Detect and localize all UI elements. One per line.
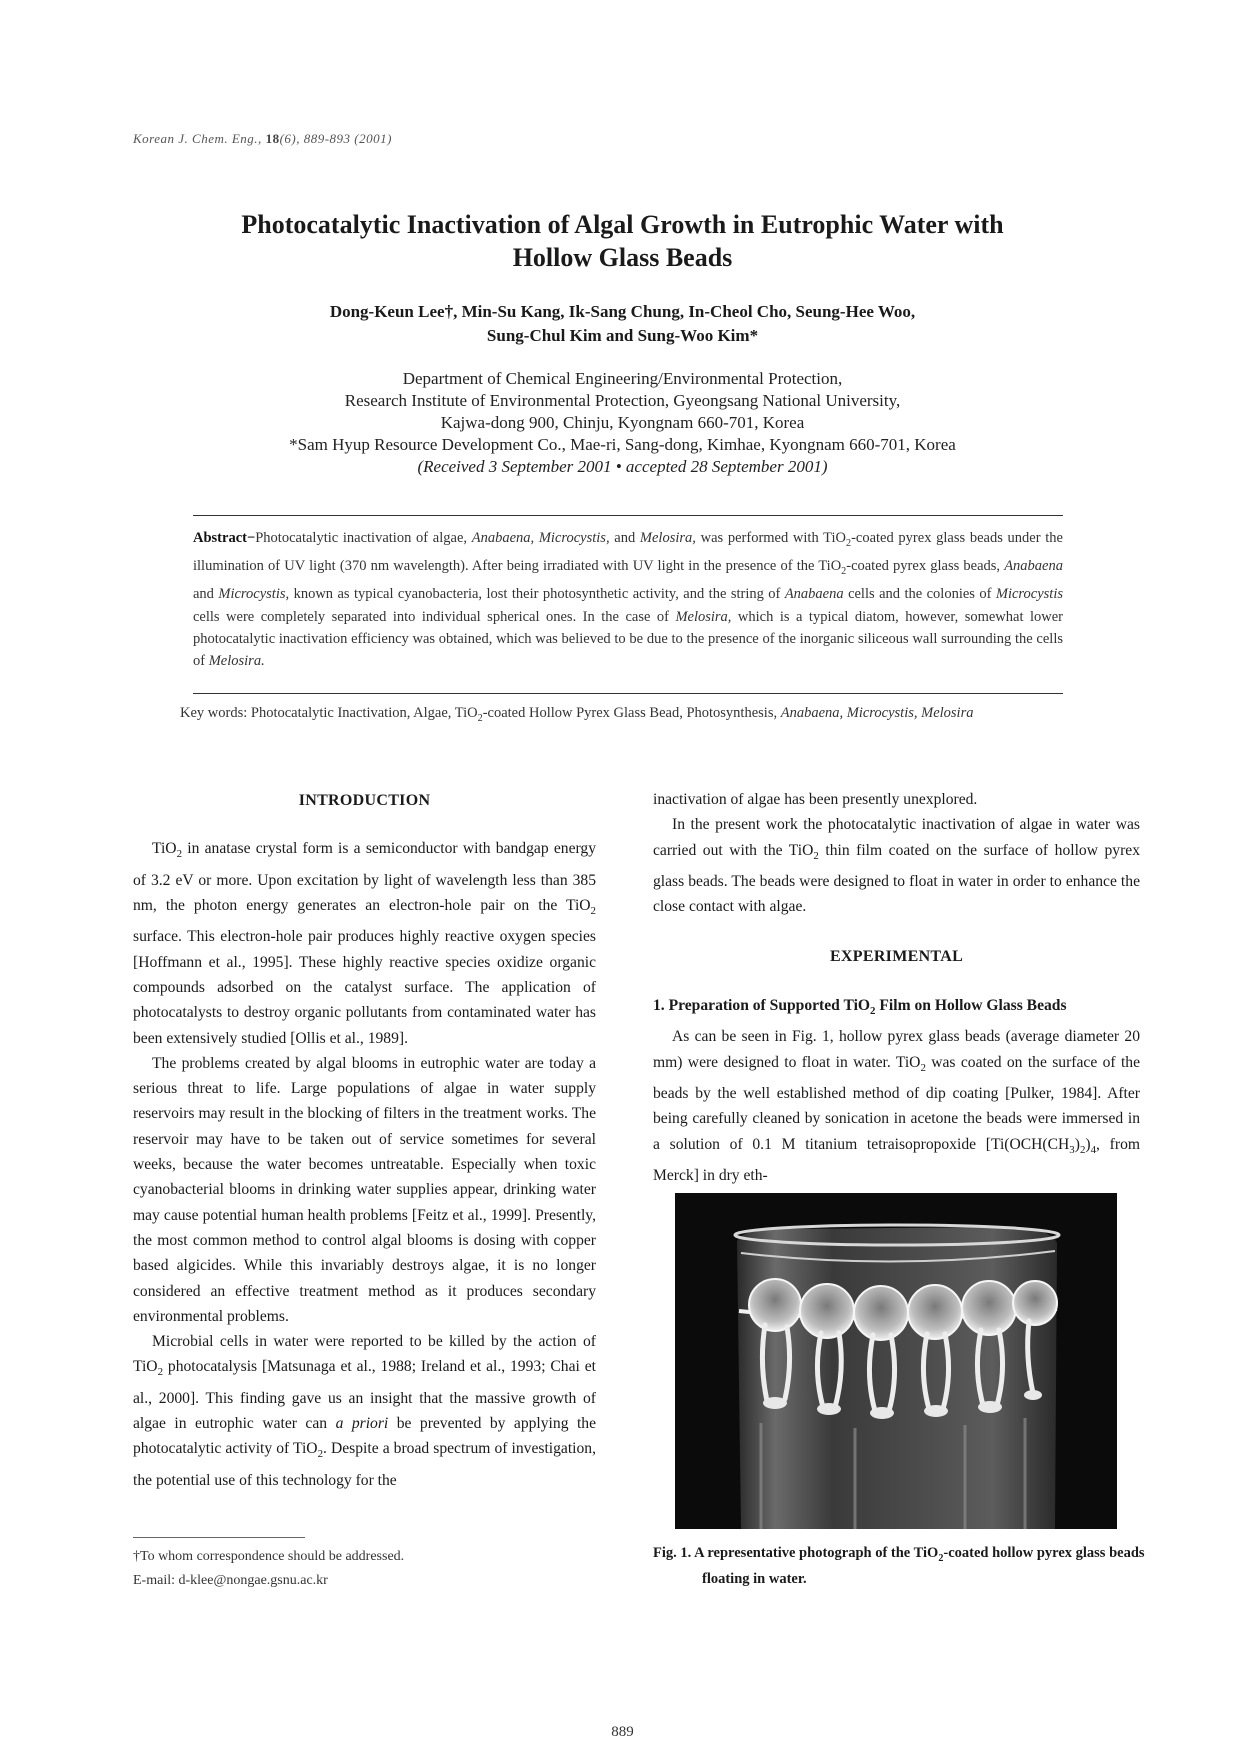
keywords-italic: Anabaena, Microcystis, Melosira xyxy=(780,705,974,721)
subscript: 2 xyxy=(841,566,847,578)
abstract-top-rule xyxy=(193,515,1063,516)
abstract-dash: − xyxy=(246,530,256,546)
subsection-heading: 1. Preparation of Supported TiO$_2$ Film on Hollow Glass Beads xyxy=(653,996,1067,1017)
journal-citation xyxy=(133,131,392,147)
abstract-text: known as typical cyanobacteria, lost their photosynthetic activity, and the string of xyxy=(289,586,785,603)
affiliation-line-3: Kajwa-dong 900, Chinju, Kyongnam 660-701, Korea xyxy=(440,413,805,432)
journal-volume: 18 xyxy=(265,131,280,146)
abstract-italic: Melosira, xyxy=(639,530,696,546)
abstract-italic: Microcystis xyxy=(995,586,1064,603)
subscript: 2 xyxy=(477,712,483,724)
abstract-text: cells were completely separated into individual spherical ones. In the case of xyxy=(193,608,676,625)
abstract-text: which is a typical diatom, however, somewhat lower photocatalytic inactivation efficiency was obtained, which was believed to be due to the presence of the inorganic siliceous wall surrounding the cells of xyxy=(193,608,1063,670)
abstract-bottom-rule xyxy=(193,693,1063,694)
paper-title xyxy=(150,208,1095,274)
abstract-italic: Microcystis, xyxy=(218,586,290,603)
page-number: 889 xyxy=(611,1724,634,1740)
figure-1-photograph xyxy=(675,1193,1117,1529)
experimental-paragraph-1: As can be seen in Fig. 1, hollow pyrex glass beads (average diameter 20 mm) were designed to float in water. TiO$_2$ was coated on the surface of the beads by the well established method of dip coating [Pulker, 1984]. After being carefully cleaned by sonication in acetone the beads were immersed in a solution of 0.1 M titanium tetraisopropoxide [$Ti(OCH(CH_3)_2)_4$, from Merck] in dry eth- xyxy=(653,1028,1140,1184)
keywords-text: -coated Hollow Pyrex Glass Bead, Photosynthesis, xyxy=(482,705,781,721)
figure-1-caption: Fig. 1. A representative photograph of the TiO$_2$-coated hollow pyrex glass beads floating in water. xyxy=(653,1545,1145,1587)
received-dates: (Received 3 September 2001 • accepted 28 September 2001) xyxy=(417,457,828,476)
journal-issue: (6), 889-893 (2001) xyxy=(279,131,392,146)
affiliation-line-2: Research Institute of Environmental Protection, Gyeongsang National University, xyxy=(344,391,901,410)
intro-paragraph-2: The problems created by algal blooms in eutrophic water are today a serious threat to life. Large populations of algae in water supply reservoirs may result in the blocking of filters in the treatment works. The reservoir may have to be taken out of service sometimes for several weeks, because the water becomes untreatable. Especially when toxic cyanobacterial blooms in drinking water supplies appear, drinking water may cause potential human health problems [Feitz et al., 1999]. Presently, the most common method to control algal blooms is dosing with copper based algicides. While this invariably destroys algae, it is no longer considered an effective treatment method as it produces secondary environmental problems. xyxy=(133,1054,596,1325)
affiliation-line-4: *Sam Hyup Resource Development Co., Mae-ri, Sang-dong, Kimhae, Kyongnam 660-701, Korea xyxy=(289,435,956,454)
intro-paragraph-3: Microbial cells in water were reported to be killed by the action of TiO$_2$ photocatalysis [Matsunaga et al., 1988; Ireland et al., 1993; Chai et al., 2000]. This finding gave us an insight that the massive growth of algae in eutrophic water can a priori be prevented by applying the photocatalytic activity of TiO$_2$. Despite a broad spectrum of investigation, the potential use of this technology for the xyxy=(133,1333,597,1489)
footnote-rule xyxy=(133,1537,305,1538)
affiliation-line-1: Department of Chemical Engineering/Environmental Protection, xyxy=(402,369,843,388)
experimental-heading: EXPERIMENTAL xyxy=(829,947,964,965)
abstract-text: and xyxy=(609,530,640,546)
authors-line-1: Dong-Keun Lee†, Min-Su Kang, Ik-Sang Chung, In-Cheol Cho, Seung-Hee Woo, xyxy=(329,302,916,321)
right-column xyxy=(653,787,1140,1188)
correspondence-note: †To whom correspondence should be addressed. xyxy=(133,1549,405,1564)
journal-name: Korean J. Chem. Eng., xyxy=(133,131,262,146)
abstract-label: Abstract xyxy=(193,530,247,546)
introduction-heading: INTRODUCTION xyxy=(298,792,431,809)
abstract-italic: Anabaena xyxy=(784,586,844,603)
affiliations xyxy=(150,368,1095,478)
authors-line-2: Sung-Chul Kim and Sung-Woo Kim* xyxy=(486,326,759,345)
abstract xyxy=(193,527,1063,673)
abstract-italic: Melosira, xyxy=(675,608,732,625)
title-line-2: Hollow Glass Beads xyxy=(512,243,733,272)
glass-beads-illustration xyxy=(675,1193,1117,1529)
keywords xyxy=(180,703,1162,729)
abstract-italic: Anabaena, Microcystis, xyxy=(471,530,610,546)
keywords-text: Photocatalytic Inactivation, Algae, TiO xyxy=(250,705,478,721)
abstract-text: -coated pyrex glass beads, xyxy=(846,558,1005,575)
abstract-italic: Anabaena xyxy=(1004,558,1063,575)
abstract-italic: Melosira. xyxy=(208,653,265,670)
author-list xyxy=(150,300,1095,348)
footnote xyxy=(133,1545,404,1593)
figure-label: Fig. 1. xyxy=(653,1545,692,1561)
abstract-text: and xyxy=(193,586,219,603)
title-line-1: Photocatalytic Inactivation of Algal Growth in Eutrophic Water with xyxy=(241,210,1004,239)
email-note: E-mail: d-klee@nongae.gsnu.ac.kr xyxy=(133,1573,328,1588)
abstract-text: -coated pyrex glass beads under the illumination of UV light (370 nm wavelength). After being irradiated with UV light in the presence of the TiO xyxy=(193,530,1063,575)
abstract-text: was performed with TiO xyxy=(695,530,846,546)
subscript: 2 xyxy=(846,537,852,549)
abstract-text: cells and the colonies of xyxy=(843,586,996,603)
left-column xyxy=(133,788,596,1493)
keywords-label: Key words: xyxy=(180,705,251,721)
intro-paragraph-4: In the present work the photocatalytic inactivation of algae in water was carried out with the TiO$_2$ thin film coated on the surface of hollow pyrex glass beads. The beads were designed to float in water in order to enhance the close contact with algae. xyxy=(653,816,1140,916)
intro-paragraph-1: TiO$_2$ in anatase crystal form is a semiconductor with bandgap energy of 3.2 eV or more. Upon excitation by light of wavelength less than 385 nm, the photon energy generates an electron-hole pair on the TiO$_2$ surface. This electron-hole pair produces highly reactive oxygen species [Hoffmann et al., 1995]. These highly reactive species oxidize organic compounds adsorbed on the catalyst surface. The application of photocatalysts to destroy organic pollutants from contaminated water has been extensively studied [Ollis et al., 1989]. xyxy=(133,840,596,1047)
abstract-text: Photocatalytic inactivation of algae, xyxy=(255,530,472,546)
intro-paragraph-continued: inactivation of algae has been presently unexplored. xyxy=(653,791,978,808)
